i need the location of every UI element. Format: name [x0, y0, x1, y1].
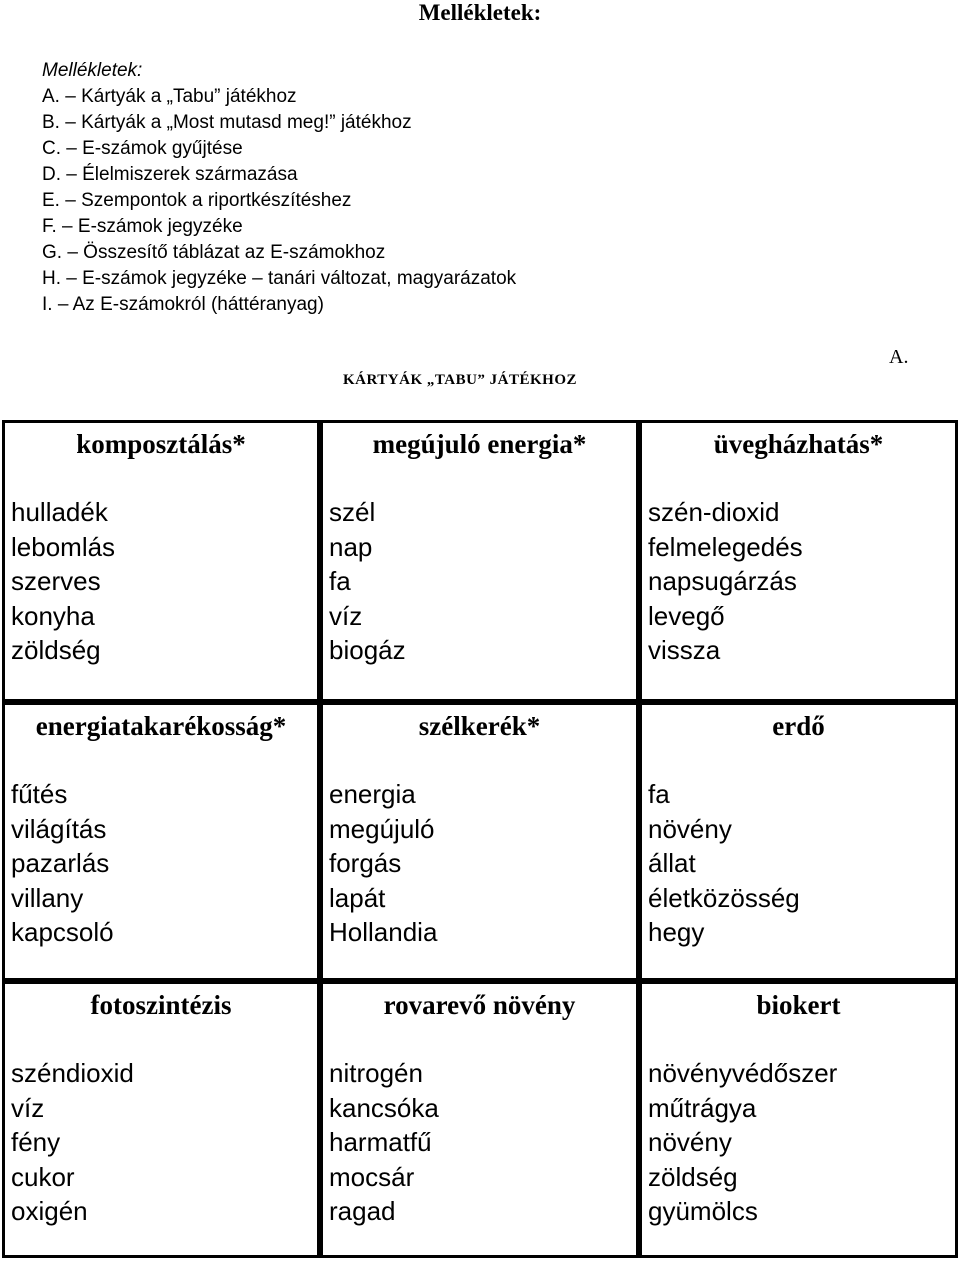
appendix-item: D. – Élelmiszerek származása: [42, 164, 298, 185]
card-word: vissza: [648, 635, 721, 665]
card-word: cukor: [11, 1161, 75, 1192]
section-title: KÁRTYÁK „TABU” JÁTÉKHOZ: [342, 372, 578, 388]
card: [2, 981, 320, 1258]
card-word-list: [329, 1056, 636, 1229]
card-word-list: [11, 495, 317, 668]
card-word: növény: [648, 1127, 732, 1157]
card: [639, 702, 958, 981]
card-word: hegy: [648, 917, 705, 947]
card-word: levegő: [648, 600, 725, 631]
card-word: biogáz: [329, 635, 406, 665]
card-word: növényvédőszer: [648, 1058, 838, 1088]
card-word-list: [11, 777, 317, 950]
card: [639, 981, 958, 1258]
card-word: ragad: [329, 1196, 396, 1226]
appendix-item: B. – Kártyák a „Most mutasd meg!” játékhoz: [42, 112, 412, 133]
card-word: műtrágya: [648, 1092, 757, 1123]
card-word: villany: [11, 882, 84, 913]
section-letter: A.: [889, 346, 909, 368]
card-word-list: [648, 1056, 955, 1229]
appendix-item: C. – E-számok gyűjtése: [42, 138, 243, 159]
card-word: pazarlás: [11, 848, 110, 878]
card-word: napsugárzás: [648, 566, 797, 596]
card: [639, 420, 958, 702]
card-word-list: [329, 495, 636, 668]
card-word: gyümölcs: [648, 1196, 758, 1226]
card-word-list: [648, 777, 955, 950]
card-word: széndioxid: [11, 1058, 134, 1088]
card-word: víz: [11, 1092, 45, 1123]
card-word: Hollandia: [329, 917, 438, 947]
card-word: víz: [329, 600, 363, 631]
card-word: fény: [11, 1127, 61, 1157]
card-word: kancsóka: [329, 1092, 439, 1123]
card-title: szélkerék*: [418, 711, 541, 741]
card-word: állat: [648, 848, 696, 878]
card-word: oxigén: [11, 1196, 88, 1226]
card-word: növény: [648, 813, 732, 844]
card: [2, 702, 320, 981]
appendix-item: G. – Összesítő táblázat az E-számokhoz: [42, 242, 386, 263]
card-word: világítás: [11, 813, 107, 844]
appendix-list-heading: Mellékletek:: [42, 60, 143, 81]
card-word: nitrogén: [329, 1058, 423, 1088]
card-grid: [2, 420, 958, 1258]
card-word: szén-dioxid: [648, 497, 780, 527]
card: [320, 981, 639, 1258]
card-title: komposztálás*: [76, 429, 246, 459]
appendix-item: A. – Kártyák a „Tabu” játékhoz: [42, 86, 297, 107]
card-word: kapcsoló: [11, 917, 114, 947]
card-word: mocsár: [329, 1161, 415, 1192]
card-word-list: [11, 1056, 317, 1229]
card-title: fotoszintézis: [90, 990, 232, 1020]
card-word: felmelegedés: [648, 531, 803, 562]
card-word: harmatfű: [329, 1127, 432, 1157]
card-title: üvegházhatás*: [713, 429, 884, 459]
appendix-item: F. – E-számok jegyzéke: [42, 216, 243, 237]
card-word: hulladék: [11, 497, 108, 527]
card-word: szerves: [11, 566, 101, 596]
card-word: zöldség: [648, 1161, 738, 1192]
card-word: szél: [329, 497, 376, 527]
page-title: Mellékletek:: [418, 0, 542, 25]
card: [320, 420, 639, 702]
card-word: nap: [329, 531, 373, 562]
card-word: energia: [329, 779, 416, 809]
card-title: biokert: [756, 990, 841, 1020]
card-word: konyha: [11, 600, 95, 631]
card-word-list: [329, 777, 636, 950]
card: [2, 420, 320, 702]
appendix-item: I. – Az E-számokról (háttéranyag): [42, 294, 324, 315]
card-word: lebomlás: [11, 531, 116, 562]
card-title: megújuló energia*: [372, 429, 587, 459]
appendix-item: H. – E-számok jegyzéke – tanári változat, magyarázatok: [42, 268, 517, 289]
card-title: erdő: [772, 711, 825, 741]
card-word: megújuló: [329, 813, 435, 844]
card-word: zöldség: [11, 635, 101, 665]
card-word: életközösség: [648, 882, 800, 913]
card: [320, 702, 639, 981]
card-word-list: [648, 495, 955, 668]
appendix-item: E. – Szempontok a riportkészítéshez: [42, 190, 352, 211]
card-word: forgás: [329, 848, 402, 878]
appendix-list: [42, 58, 516, 318]
card-title: energiatakarékosság*: [35, 711, 287, 741]
card-word: fa: [329, 566, 351, 596]
card-word: fűtés: [11, 779, 68, 809]
card-title: rovarevő növény: [383, 990, 576, 1020]
card-word: fa: [648, 779, 670, 809]
card-word: lapát: [329, 882, 386, 913]
